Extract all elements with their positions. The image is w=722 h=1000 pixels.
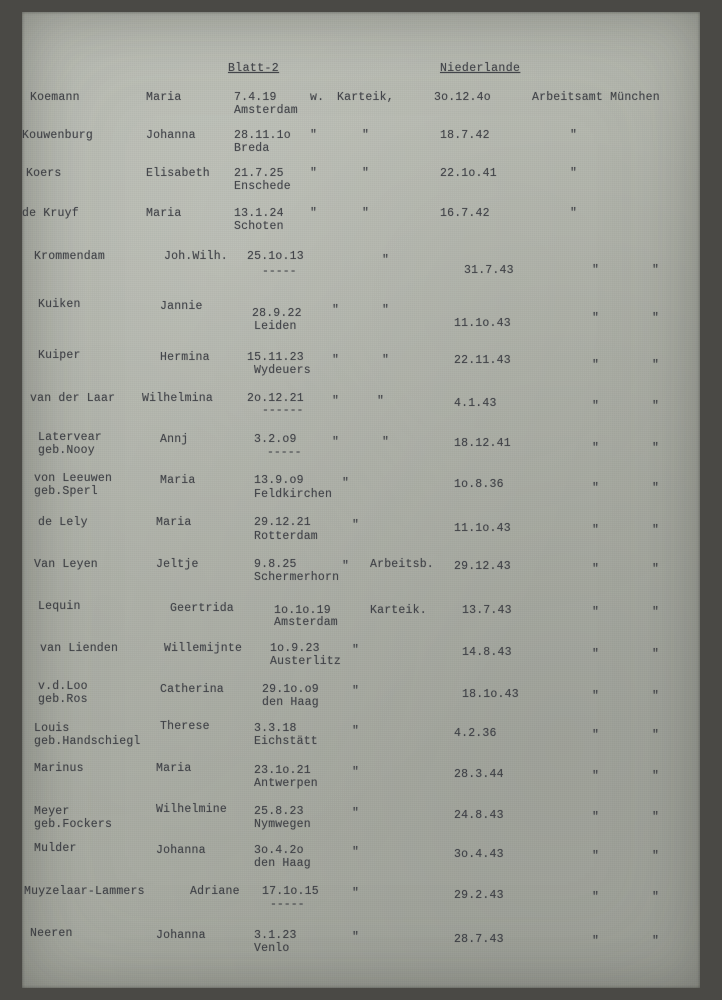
document-page (22, 12, 700, 988)
cell-sex: w. (310, 91, 325, 104)
cell-sex: " (352, 685, 360, 698)
cell-document: " (362, 207, 370, 220)
cell-sex: " (352, 931, 360, 944)
cell-firstname: Elisabeth (146, 167, 210, 180)
cell-office: Arbeitsamt München (532, 91, 660, 104)
cell-date2: 1o.8.36 (454, 478, 504, 491)
cell-office-repeat: " (652, 312, 660, 325)
cell-dashes: ----- (267, 446, 302, 459)
cell-surname-alt: geb.Handschiegl (34, 735, 141, 748)
cell-office-repeat: " (652, 811, 660, 824)
cell-surname-alt: geb.Nooy (38, 444, 95, 457)
cell-surname: Koemann (30, 91, 80, 104)
cell-birthdate: 1o.9.23 (270, 642, 320, 655)
cell-document: Arbeitsb. (370, 558, 434, 571)
cell-sex: " (352, 846, 360, 859)
cell-firstname: Geertrida (170, 602, 234, 615)
cell-office: " (592, 563, 600, 576)
cell-birthplace: Amsterdam (274, 616, 338, 629)
cell-office-repeat: " (652, 400, 660, 413)
cell-birthdate: 15.11.23 (247, 351, 304, 364)
cell-birthdate: 29.12.21 (254, 516, 311, 529)
cell-office-repeat: " (652, 606, 660, 619)
cell-date2: 4.1.43 (454, 397, 497, 410)
cell-office-repeat: " (652, 891, 660, 904)
cell-surname: van Lienden (40, 642, 119, 655)
cell-surname: Lequin (38, 600, 81, 613)
cell-date2: 29.2.43 (454, 889, 504, 902)
cell-sex: " (310, 129, 318, 142)
cell-date2: 29.12.43 (454, 560, 511, 573)
cell-sex: " (342, 477, 350, 490)
cell-firstname: Maria (160, 474, 196, 487)
cell-sex: " (352, 766, 360, 779)
cell-birthplace: Rotterdam (254, 530, 318, 543)
cell-date2: 11.1o.43 (454, 522, 511, 535)
cell-sex: " (342, 560, 350, 573)
cell-office-repeat: " (652, 264, 660, 277)
cell-sex: " (382, 254, 390, 267)
cell-dashes: ------ (262, 404, 304, 417)
cell-firstname: Jannie (160, 300, 203, 313)
cell-birthplace: Antwerpen (254, 777, 318, 790)
cell-office-repeat: " (652, 524, 660, 537)
cell-date2: 14.8.43 (462, 646, 512, 659)
cell-sex: " (332, 395, 340, 408)
cell-surname: Neeren (30, 927, 73, 940)
sheet-label: Blatt-2 (228, 62, 280, 75)
cell-birthplace: Feldkirchen (254, 488, 333, 501)
cell-sex: " (332, 354, 340, 367)
cell-birthplace: Austerlitz (270, 655, 342, 668)
cell-birthdate: 3.3.18 (254, 722, 297, 735)
cell-firstname: Willemijnte (164, 642, 243, 655)
cell-date2: 18.7.42 (440, 129, 490, 142)
cell-dashes: ----- (270, 898, 305, 911)
cell-surname: de Lely (38, 516, 88, 529)
cell-firstname: Wilhelmine (156, 803, 228, 816)
cell-surname: Kouwenburg (22, 129, 94, 142)
cell-sex: " (310, 207, 318, 220)
cell-surname: Meyer (34, 805, 70, 818)
cell-document: " (362, 129, 370, 142)
cell-sex: " (352, 725, 360, 738)
cell-firstname: Catherina (160, 683, 224, 696)
cell-office-repeat: " (652, 729, 660, 742)
cell-office: " (592, 312, 600, 325)
cell-date2: 28.3.44 (454, 768, 504, 781)
cell-office: " (592, 648, 600, 661)
cell-surname: v.d.Loo (38, 680, 88, 693)
cell-firstname: Jeltje (156, 558, 199, 571)
cell-office: " (592, 690, 600, 703)
cell-birthplace: Wydeuers (254, 364, 311, 377)
cell-birthdate: 28.11.1o (234, 129, 291, 142)
cell-firstname: Johanna (146, 129, 196, 142)
cell-date2: 11.1o.43 (454, 317, 511, 330)
cell-office: " (592, 811, 600, 824)
cell-office: " (570, 207, 578, 220)
cell-office: " (570, 167, 578, 180)
cell-office: " (592, 442, 600, 455)
cell-birthplace: Eichstätt (254, 735, 318, 748)
cell-birthplace: Enschede (234, 180, 291, 193)
cell-office-repeat: " (652, 770, 660, 783)
cell-office: " (592, 850, 600, 863)
cell-birthdate: 21.7.25 (234, 167, 284, 180)
cell-office: " (592, 729, 600, 742)
cell-sex: " (352, 807, 360, 820)
cell-document: " (382, 436, 390, 449)
cell-birthplace: Schermerhorn (254, 571, 340, 584)
cell-office-repeat: " (652, 690, 660, 703)
cell-date2: 3o.4.43 (454, 848, 504, 861)
cell-sex: " (352, 887, 360, 900)
cell-document: Karteik. (370, 604, 427, 617)
cell-office: " (592, 400, 600, 413)
cell-firstname: Maria (146, 91, 182, 104)
cell-birthdate: 3o.4.2o (254, 844, 304, 857)
cell-date2: 18.12.41 (454, 437, 511, 450)
cell-surname: Latervear (38, 431, 102, 444)
cell-birthdate: 29.1o.o9 (262, 683, 319, 696)
cell-office: " (592, 935, 600, 948)
cell-birthdate: 13.1.24 (234, 207, 284, 220)
cell-office: " (592, 770, 600, 783)
cell-date2: 4.2.36 (454, 727, 497, 740)
cell-birthdate: 1o.1o.19 (274, 604, 331, 617)
cell-birthplace: den Haag (262, 696, 319, 709)
cell-surname: Krommendam (34, 250, 106, 263)
cell-office-repeat: " (652, 563, 660, 576)
cell-date2: 3o.12.4o (434, 91, 491, 104)
cell-birthplace: Schoten (234, 220, 284, 233)
cell-birthdate: 17.1o.15 (262, 885, 319, 898)
cell-office-repeat: " (652, 648, 660, 661)
cell-surname: Kuiper (38, 349, 81, 362)
cell-birthdate: 25.8.23 (254, 805, 304, 818)
cell-birthdate: 2o.12.21 (247, 392, 304, 405)
cell-document: " (382, 354, 390, 367)
cell-office-repeat: " (652, 482, 660, 495)
cell-date2: 22.11.43 (454, 354, 511, 367)
cell-surname: Louis (34, 722, 70, 735)
cell-birthdate: 7.4.19 (234, 91, 277, 104)
cell-sex: " (352, 644, 360, 657)
cell-date2: 28.7.43 (454, 933, 504, 946)
cell-office-repeat: " (652, 442, 660, 455)
cell-birthdate: 9.8.25 (254, 558, 297, 571)
page-vignette (22, 12, 700, 988)
cell-date2: 31.7.43 (464, 264, 514, 277)
cell-surname: Koers (26, 167, 62, 180)
cell-surname: Marinus (34, 762, 84, 775)
cell-firstname: Annj (160, 433, 189, 446)
cell-office-repeat: " (652, 850, 660, 863)
cell-firstname: Johanna (156, 844, 206, 857)
cell-date2: 16.7.42 (440, 207, 490, 220)
cell-birthdate: 13.9.o9 (254, 474, 304, 487)
cell-surname: Mulder (34, 842, 77, 855)
cell-birthdate: 3.1.23 (254, 929, 297, 942)
cell-document: Karteik, (337, 91, 394, 104)
cell-firstname: Maria (156, 762, 192, 775)
cell-date2: 24.8.43 (454, 809, 504, 822)
cell-firstname: Maria (156, 516, 192, 529)
cell-firstname: Maria (146, 207, 182, 220)
cell-sex: " (352, 519, 360, 532)
cell-office: " (592, 264, 600, 277)
cell-sex: " (332, 304, 340, 317)
cell-date2: 13.7.43 (462, 604, 512, 617)
cell-document: " (362, 167, 370, 180)
cell-office: " (592, 482, 600, 495)
cell-surname-alt: geb.Sperl (34, 485, 98, 498)
cell-office: " (592, 606, 600, 619)
cell-surname: van der Laar (30, 392, 116, 405)
cell-surname: Kuiken (38, 298, 81, 311)
cell-firstname: Hermina (160, 351, 210, 364)
cell-firstname: Therese (160, 720, 210, 733)
cell-birthplace: Breda (234, 142, 270, 155)
cell-birthplace: Amsterdam (234, 104, 298, 117)
cell-birthplace: den Haag (254, 857, 311, 870)
cell-birthdate: 28.9.22 (252, 307, 302, 320)
cell-office-repeat: " (652, 935, 660, 948)
cell-birthplace: Venlo (254, 942, 290, 955)
cell-firstname: Joh.Wilh. (164, 250, 228, 263)
cell-date2: 18.1o.43 (462, 688, 519, 701)
cell-birthplace: Leiden (254, 320, 297, 333)
cell-document: " (382, 304, 390, 317)
cell-surname: Van Leyen (34, 558, 98, 571)
cell-surname: von Leeuwen (34, 472, 113, 485)
cell-sex: " (310, 167, 318, 180)
country-label: Niederlande (440, 62, 521, 75)
cell-firstname: Adriane (190, 885, 240, 898)
cell-surname-alt: geb.Ros (38, 693, 88, 706)
cell-office: " (592, 891, 600, 904)
cell-surname-alt: geb.Fockers (34, 818, 113, 831)
cell-date2: 22.1o.41 (440, 167, 497, 180)
cell-firstname: Johanna (156, 929, 206, 942)
cell-sex: " (332, 436, 340, 449)
cell-birthplace: Nymwegen (254, 818, 311, 831)
cell-office: " (592, 359, 600, 372)
cell-dashes: ----- (262, 265, 297, 278)
cell-surname: de Kruyf (22, 207, 79, 220)
cell-birthdate: 25.1o.13 (247, 250, 304, 263)
paper-grain-texture (22, 12, 700, 988)
cell-office: " (592, 524, 600, 537)
cell-office: " (570, 129, 578, 142)
cell-birthdate: 23.1o.21 (254, 764, 311, 777)
cell-surname: Muyzelaar-Lammers (24, 885, 145, 898)
cell-firstname: Wilhelmina (142, 392, 214, 405)
cell-birthdate: 3.2.o9 (254, 433, 297, 446)
cell-document: " (377, 395, 385, 408)
cell-office-repeat: " (652, 359, 660, 372)
